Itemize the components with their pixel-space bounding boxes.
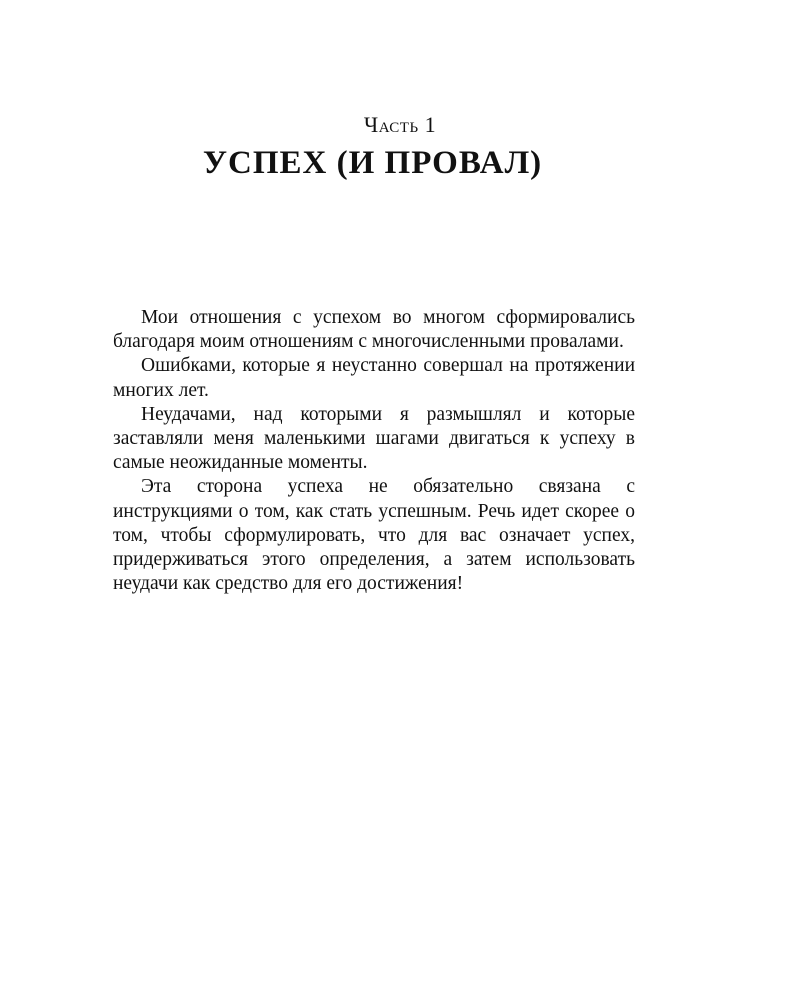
part-title: УСПЕХ (И ПРОВАЛ) — [202, 145, 543, 181]
paragraph: Неудачами, над которыми я размышлял и которые заставляли меня маленькими шагами двигаться к успеху в самые неожиданные моменты. — [113, 403, 635, 474]
paragraph: Мои отношения с успехом во многом сформировались благодаря моим отношениям с многочисленными провалами. — [113, 307, 635, 353]
part-label: Часть 1 — [363, 112, 437, 137]
paragraph: Ошибками, которые я неустанно совершал на протяжении многих лет. — [113, 355, 635, 401]
body-text — [113, 306, 635, 596]
paragraph: Эта сторона успеха не обязательно связана с инструкциями о том, как стать успешным. Речь идет скорее о том, чтобы сформулировать, что для вас означает успех, придерживаться этого определения, а затем использовать неудачи как средство для его достижения! — [113, 476, 635, 595]
